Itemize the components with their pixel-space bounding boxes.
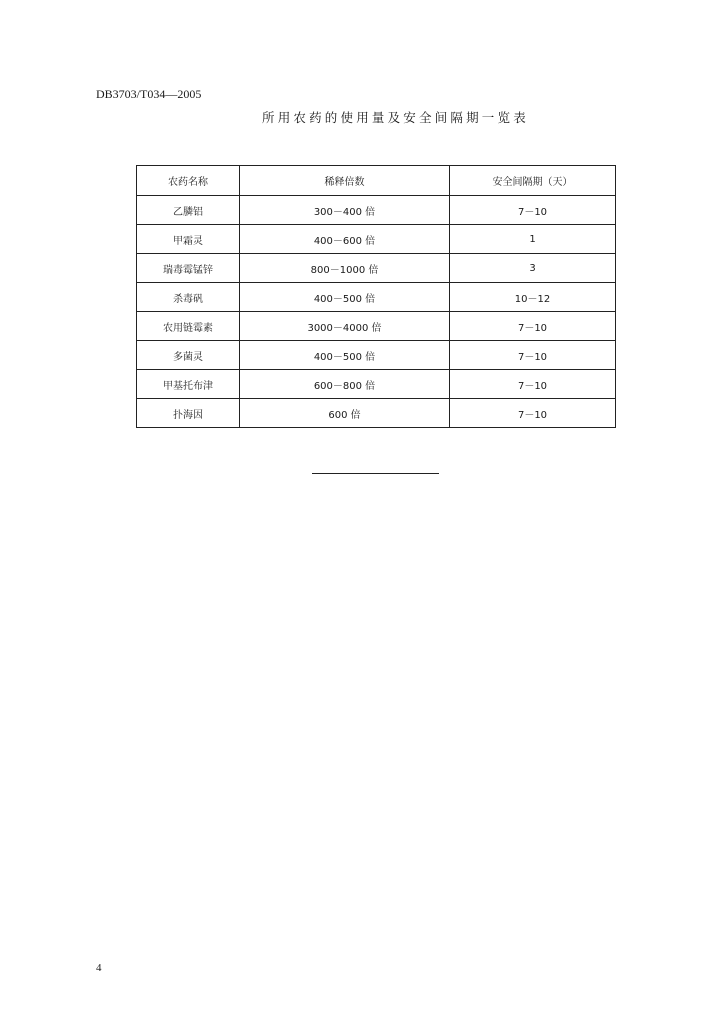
document-code: DB3703/T034—2005 (96, 87, 202, 101)
pesticide-name-cell: 甲基托布津 (137, 370, 240, 399)
table-row (137, 254, 616, 283)
table-header-row (137, 166, 616, 196)
table-row (137, 225, 616, 254)
table-row (137, 370, 616, 399)
table-row (137, 341, 616, 370)
table-row (137, 399, 616, 428)
pesticide-name-cell: 农用链霉素 (137, 312, 240, 341)
pesticide-name-cell: 多菌灵 (137, 341, 240, 370)
end-of-document-line (312, 473, 439, 474)
page-number: 4 (96, 962, 102, 974)
safety-interval-cell: 3 (450, 254, 616, 283)
dilution-cell: 400－500 倍 (240, 283, 450, 312)
dilution-cell: 400－600 倍 (240, 225, 450, 254)
column-header-safety-interval: 安全间隔期（天） (450, 166, 616, 196)
dilution-cell: 300－400 倍 (240, 196, 450, 225)
pesticide-name-cell: 杀毒矾 (137, 283, 240, 312)
dilution-cell: 600 倍 (240, 399, 450, 428)
table-row (137, 196, 616, 225)
safety-interval-cell: 7－10 (450, 341, 616, 370)
dilution-cell: 800－1000 倍 (240, 254, 450, 283)
safety-interval-cell: 7－10 (450, 196, 616, 225)
pesticide-name-cell: 甲霜灵 (137, 225, 240, 254)
table-title: 所用农药的使用量及安全间隔期一览表 (262, 110, 529, 125)
safety-interval-cell: 7－10 (450, 312, 616, 341)
safety-interval-cell: 7－10 (450, 399, 616, 428)
pesticide-name-cell: 乙膦铝 (137, 196, 240, 225)
column-header-dilution: 稀释倍数 (240, 166, 450, 196)
table-row (137, 283, 616, 312)
table-row (137, 312, 616, 341)
safety-interval-cell: 7－10 (450, 370, 616, 399)
dilution-cell: 600－800 倍 (240, 370, 450, 399)
safety-interval-cell: 1 (450, 225, 616, 254)
dilution-cell: 3000－4000 倍 (240, 312, 450, 341)
pesticide-name-cell: 扑海因 (137, 399, 240, 428)
pesticide-table (136, 165, 616, 428)
column-header-pesticide-name: 农药名称 (137, 166, 240, 196)
pesticide-name-cell: 瑞毒霉锰锌 (137, 254, 240, 283)
dilution-cell: 400－500 倍 (240, 341, 450, 370)
safety-interval-cell: 10－12 (450, 283, 616, 312)
